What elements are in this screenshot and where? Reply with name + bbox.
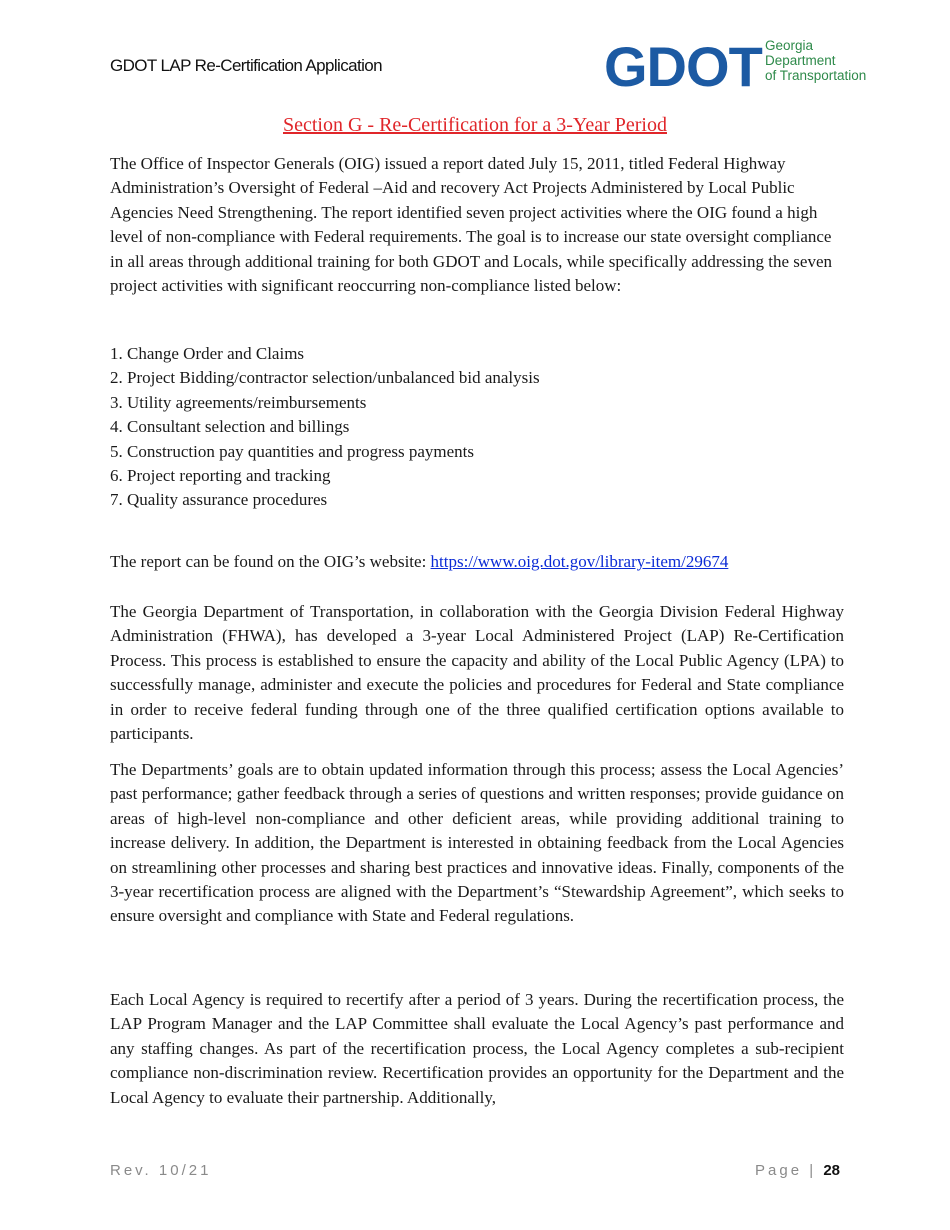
report-location-text: The report can be found on the OIG’s website: xyxy=(110,552,431,571)
gdot-logo xyxy=(604,36,904,102)
page-label: Page | xyxy=(755,1162,817,1179)
list-item: 7. Quality assurance procedures xyxy=(110,490,328,510)
page-number-value: 28 xyxy=(823,1162,840,1179)
list-item: 6. Project reporting and tracking xyxy=(110,466,331,486)
list-item: 4. Consultant selection and billings xyxy=(110,417,350,437)
report-location xyxy=(110,550,844,574)
list-item: 2. Project Bidding/contractor selection/unbalanced bid analysis xyxy=(110,368,540,388)
intro-paragraph: The Office of Inspector Generals (OIG) issued a report dated July 15, 2011, titled Federal Highway Administration’s Oversight of Federal –Aid and recovery Act Projects Administered by Local Public Agencies Need Strengthening. The report identified seven project activities where the OIG found a high level of non-compliance with Federal requirements. The goal is to increase our state oversight compliance in all areas through additional training for both GDOT and Locals, while specifically addressing the seven project activities with significant reoccurring non-compliance listed below: xyxy=(110,154,832,296)
revision-label: Rev. 10/21 xyxy=(110,1162,212,1179)
recertify-paragraph: Each Local Agency is required to recertify after a period of 3 years. During the recertification process, the LAP Program Manager and the LAP Committee shall evaluate the Local Agency’s past performance and any staffing changes. As part of the recertification process, the Local Agency completes a sub-recipient compliance non-discrimination review. Recertification provides an opportunity for the Department and the Local Agency to evaluate their partnership. Additionally, xyxy=(110,990,844,1107)
oig-report-link[interactable]: https://www.oig.dot.gov/library-item/29674 xyxy=(430,552,729,571)
page-number xyxy=(755,1162,840,1179)
logo-line: of Transportation xyxy=(765,68,867,83)
list-item: 5. Construction pay quantities and progress payments xyxy=(110,441,475,461)
logo-wordmark: GDOT xyxy=(604,35,762,98)
goals-paragraph: The Departments’ goals are to obtain updated information through this process; assess the Local Agencies’ past performance; gather feedback through a series of questions and written responses; provide guidance on areas of high-level non-compliance and other deficient areas, while providing additional training to increase delivery. In addition, the Department is interested in obtaining feedback from the Local Agencies on streamlining other processes and sharing best practices and innovative ideas. Finally, components of the 3-year recertification process are aligned with the Department’s “Stewardship Agreement”, which seeks to ensure oversight and compliance with State and Federal regulations. xyxy=(110,760,844,926)
list-item: 1. Change Order and Claims xyxy=(110,344,305,363)
list-item: 3. Utility agreements/reimbursements xyxy=(110,392,367,412)
logo-line: Georgia xyxy=(765,38,814,53)
section-title: Section G - Re-Certification for a 3-Year Period xyxy=(283,114,667,136)
activity-list xyxy=(110,342,844,513)
document-header-title: GDOT LAP Re-Certification Application xyxy=(110,56,382,75)
process-paragraph: The Georgia Department of Transportation, in collaboration with the Georgia Division Federal Highway Administration (FHWA), has developed a 3-year Local Administered Project (LAP) Re-Certification Process. This process is established to ensure the capacity and ability of the Local Public Agency (LPA) to successfully manage, administer and execute the policies and procedures for Federal and State compliance in order to receive federal funding through one of the three qualified certification options available to participants. xyxy=(110,602,844,744)
logo-line: Department xyxy=(765,53,836,68)
logo-subtitle xyxy=(765,38,866,83)
